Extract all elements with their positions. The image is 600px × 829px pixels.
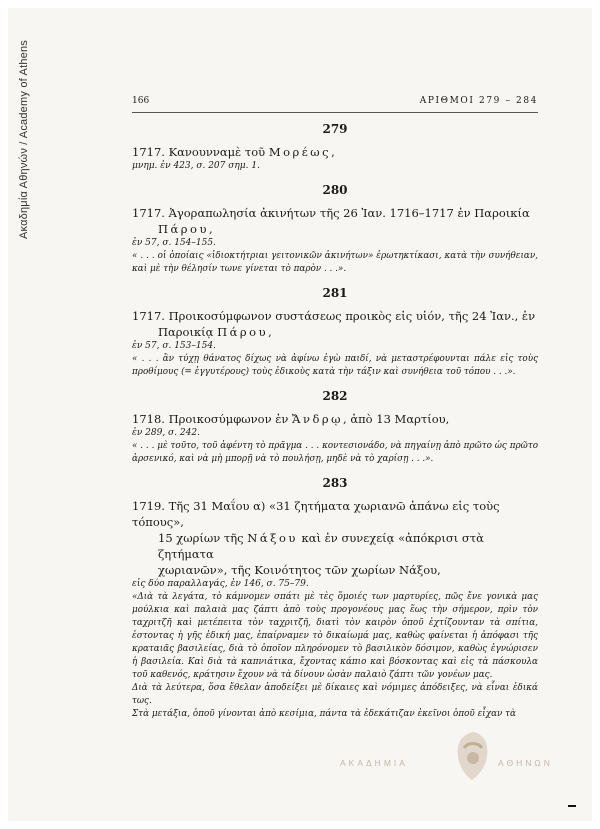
spaced-place: Μορέως [268,145,332,159]
entry-heading [132,411,538,427]
entry-text: καὶ ἐν συνεχείᾳ «ἀπόκρισι στὰ ζητήματα [158,531,484,561]
page-mark [568,805,576,807]
section-number: 283 [322,476,348,490]
section-number: 279 [322,122,348,136]
entry-text: , [208,222,213,236]
running-header [132,96,538,106]
entry-heading [132,308,538,340]
page-number: 166 [132,96,150,106]
entry-text: χωριανῶν», τῆς Κοινότητος τῶν χωρίων Νάξου, [158,563,441,577]
section-281 [132,286,538,379]
entry-text: Παροικίᾳ [158,325,218,339]
academy-logo-text-right: ΑΘΗΝΩΝ [498,758,553,768]
section-number: 281 [322,286,348,300]
section-282 [132,389,538,466]
academy-logo-text-left: ΑΚΑΔΗΜΙΑ [340,758,408,768]
source-reference: ἐν 57, σ. 154–155. [132,238,216,248]
entry-heading [132,205,538,237]
spaced-place: Νάξου [247,531,298,545]
quotation: « . . . μὲ τοῦτο, τοῦ ἀφέντη τὸ πρᾶγμα . . . κοντεσιονάδο, νὰ πηγαίνῃ ἀπὸ πρῶτο ὡς πρῶτο ἀρσενικό, καὶ νὰ μὴ μπορῇ νὰ τὸ πουλήσῃ, μηδὲ νὰ τὸ χαρίσῃ . . .». [132,441,538,464]
entry-text: 1717. Προικοσύμφωνον συστάσεως προικὸς εἰς υἱόν, τῆς 24 Ἰαν., ἐν [132,309,536,323]
source-reference: ἐν 289, σ. 242. [132,428,200,438]
section-283 [132,476,538,721]
entry-text: , ἀπὸ 13 Μαρτίου, [343,412,450,426]
entry-text: 1719. Τῆς 31 Μαΐου α) «31 ζητήματα χωριανῶ ἀπάνω εἰς τοὺς τόπους», [132,499,500,529]
section-279 [132,122,538,173]
source-reference: ἐν 57, σ. 153–154. [132,341,216,351]
header-rule [132,112,538,113]
entry-text: 1717. Ἀγοραπωλησία ἀκινήτων τῆς 26 Ἰαν. 1716–1717 ἐν Παροικία [132,206,530,220]
quotation: « . . . ἂν τύχῃ θάνατος δίχως νὰ ἀφίνω ἐγὼ παιδί, νὰ μεταστρέφουνται πάλε εἰς τοὺς προθίμους (= ἐγγυτέρους) τοὺς ἐδικοὺς κατὰ τὴν τάξιν καὶ συνήθεια τοῦ τόπου . . .». [132,354,538,377]
entry-text: 15 χωρίων τῆς [158,531,248,545]
spaced-place: Πάρου [217,325,269,339]
quotation-line: Στὰ μετάξια, ὁποῦ γίνονται ἀπὸ κεσίμια, πάντα τὰ ἐδεκάτιζαν ἐκεῖνοι ὁποῦ εἶχαν τὰ [132,709,516,719]
entry-text: 1717. Κανουνναμὲ τοῦ [132,145,269,159]
entry-text: , [331,145,335,159]
entry-heading [132,144,538,160]
source-reference: μνημ. ἐν 423, σ. 207 σημ. 1. [132,161,260,171]
spaced-place: Ἄνδρῳ [292,412,344,426]
entry-text: 1718. Προικοσύμφωνον ἐν [132,412,293,426]
entry-heading [132,498,538,578]
quotation: «Διὰ τὰ λεγάτα, τὸ κάμνομεν σπάτι μὲ τὲς ὅμοιές των μαρτυρίες, πῶς ἔνε γονικὰ μας μούλκια καὶ παλαιὰ μας ζάπτι ἀπὸ τοὺς προγονέους μας ἕως τὴν σήμερον, πρὶν τὸν ταχριτζῆ καὶ μετέπειτα τὸν ταχριτζῆ, διατὶ τὸν καιρὸν ὁποῦ ἐχτίζουνταν τὰ σπίτια, ἐστοντας ἡ γῆς ἐδική μας, ἐπαίρναμεν τὸ δικαίωμά μας, καθὼς φαίνεται ἡ ἀπόφασι τῆς κραταιᾶς βασιλείας, διὰ τὸ ὁποῖον πληρόνομεν τὸ βασιλικὸν δόσιμον, καθὼς ἐγνώρισεν ἡ βασιλεία. Καὶ διὰ τὰ καπνιάτικα, ἔχοντας κάπιο καὶ βόσκοντας καὶ εἰς τὰ πάσκουλα τοῦ καθενός, κράτησιν ἔχουν νὰ τὰ δίνουν ὡσὰν παλαιὸ ζάπτι τῶν γονέων μας. [132,592,538,680]
section-280 [132,183,538,276]
athena-logo-icon [450,728,496,788]
quotation: « . . . οἱ ὁποίαις «ἰδιοκτήτριαι γειτονικῶν ἀκινήτων» ἐρωτηκτίκασι, κατὰ τὴν συνήθειαν, καὶ μὲ τὴν θέλησίν τωνε γίνεται τὸ παρὸν . . .». [132,251,538,274]
page-content [132,122,538,721]
quotation-line: Διὰ τὰ λεύτερα, ὅσα ἔθελαν ἀποδείξει μὲ δίκαιες καὶ νόμιμες ἀπόδειξες, νὰ εἶναι ἐδικά τως. [132,683,538,706]
section-number: 280 [322,183,348,197]
entry-text: , [268,325,272,339]
section-number: 282 [322,389,348,403]
side-watermark: Ακαδημία Αθηνών / Academy of Athens [18,40,30,240]
source-reference: εἰς δύο παραλλαγάς, ἐν 146, σ. 75–79. [132,579,309,589]
spaced-place: Πάρου [158,222,209,236]
running-title: ΑΡΙΘΜΟΙ 279 – 284 [419,96,538,106]
